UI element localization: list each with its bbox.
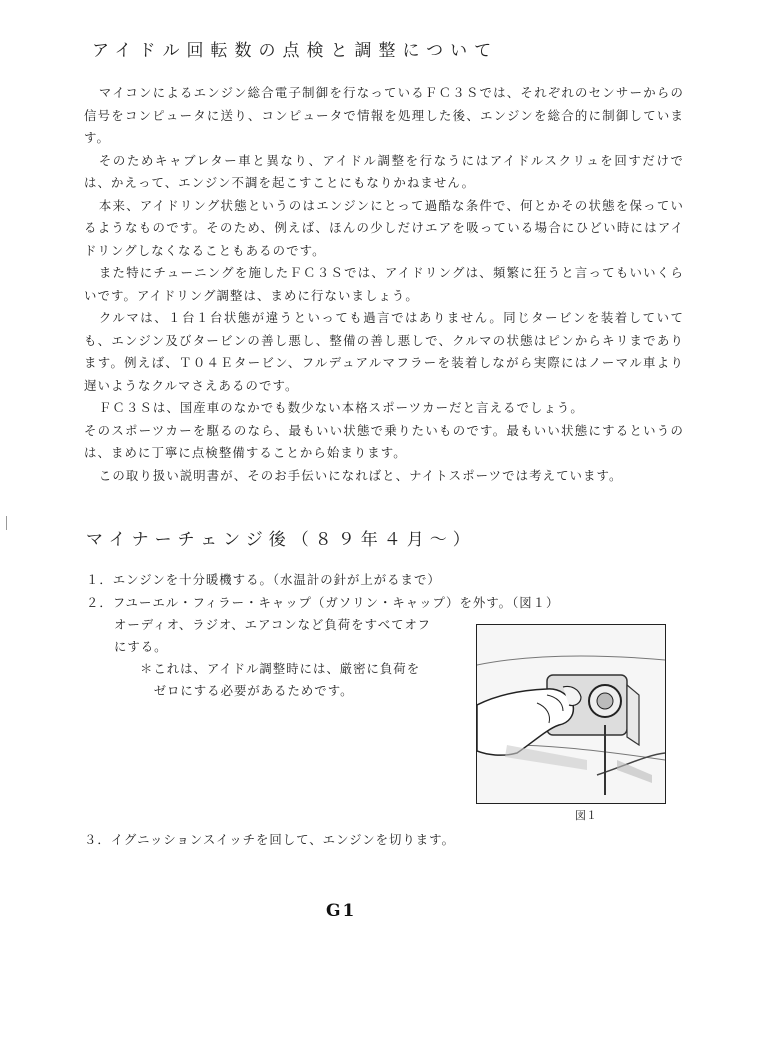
fuel-filler-cap-figure bbox=[476, 624, 666, 804]
figure-caption: 図１ bbox=[575, 809, 597, 822]
step-2-note bbox=[140, 658, 440, 702]
page-number: G1 bbox=[326, 901, 357, 921]
paragraph-7: そのスポーツカーを駆るのなら、最もいい状態で乗りたいものです。最もいい状態にするというのは、まめに丁寧に点検整備することから始まります。 bbox=[84, 422, 684, 460]
paragraph-4: また特にチューニングを施したＦＣ３Ｓでは、アイドリングは、頻繁に狂うと言ってもいいくらいです。アイドリング調整は、まめに行ないましょう。 bbox=[84, 265, 684, 303]
note-line-2: ゼロにする必要があるためです。 bbox=[153, 683, 354, 698]
note-line-1: ＊これは、アイドル調整時には、厳密に負荷を bbox=[140, 661, 421, 676]
section-heading: マイナーチェンジ後（８９年４月〜） bbox=[86, 530, 476, 550]
paragraph-2: そのためキャブレター車と異なり、アイドル調整を行なうにはアイドルスクリュを回すだけでは、かえって、エンジン不調を起こすことにもなりかねません。 bbox=[84, 152, 684, 190]
paragraph-5: クルマは、１台１台状態が違うといっても過言ではありません。同じタービンを装着していても、エンジン及びタービンの善し悪し、整備の善し悪しで、クルマの状態はピンからキリまであります。例えば、Ｔ０４Ｅタービン、フルデュアルマフラーを装着しながら実際にはノーマル車より遅いようなクルマさえあるのです。 bbox=[84, 310, 684, 393]
step-2-detail: オーディオ、ラジオ、エアコンなど負荷をすべてオフにする。 bbox=[114, 617, 431, 654]
paragraph-8: この取り扱い説明書が、そのお手伝いになればと、ナイトスポーツでは考えています。 bbox=[98, 467, 623, 483]
fuel-filler-cap-icon bbox=[477, 625, 665, 803]
step-3: ３．イグニッションスイッチを回して、エンジンを切ります。 bbox=[84, 832, 455, 847]
paragraph-1: マイコンによるエンジン総合電子制御を行なっているＦＣ３Ｓでは、それぞれのセンサーからの信号をコンピュータに送り、コンピュータで情報を処理した後、エンジンを総合的に制御しています。 bbox=[84, 85, 684, 145]
step-1: １．エンジンを十分暖機する。（水温計の針が上がるまで） bbox=[86, 572, 441, 587]
page-title: アイドル回転数の点検と調整について bbox=[92, 41, 499, 61]
scan-mark bbox=[6, 516, 7, 530]
intro-text bbox=[84, 82, 684, 487]
paragraph-6: ＦＣ３Ｓは、国産車のなかでも数少ない本格スポーツカーだと言えるでしょう。 bbox=[98, 400, 584, 415]
paragraph-3: 本来、アイドリング状態というのはエンジンにとって過酷な条件で、何とかその状態を保っているようなものです。そのため、例えば、ほんの少しだけエアを吸っている場合にひどい時にはアイドリングしなくなることもあるのです。 bbox=[84, 197, 684, 258]
step-2: ２．フユーエル・フィラー・キャップ（ガソリン・キャップ）を外す。（図１） bbox=[86, 595, 560, 610]
